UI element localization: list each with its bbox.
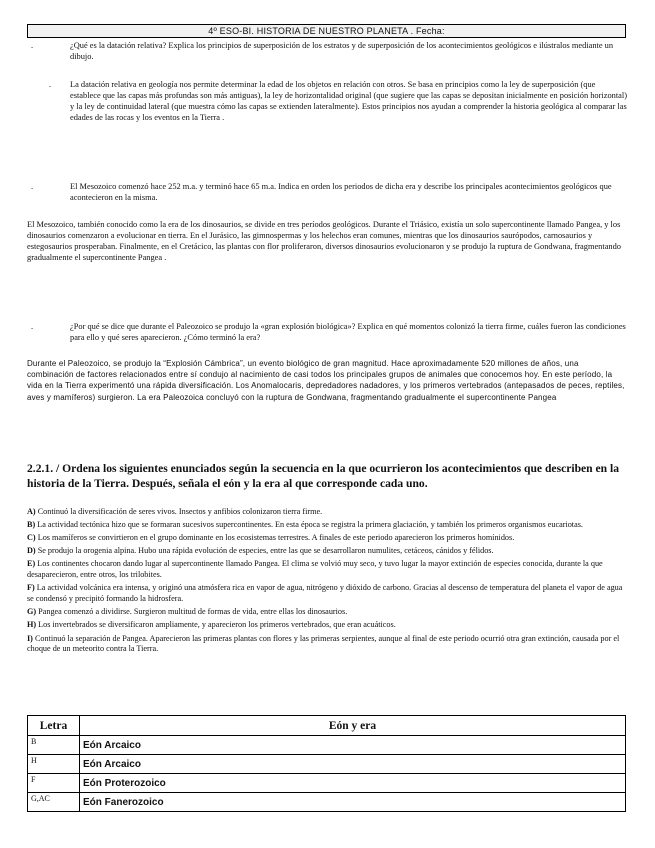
statement-i — [27, 634, 630, 656]
cell-letter[interactable]: H — [28, 755, 80, 774]
statement-letter: F) — [27, 583, 35, 593]
cell-eon[interactable]: Eón Fanerozoico — [80, 793, 626, 812]
statement-a — [27, 507, 630, 518]
statement-text: Los mamíferos se convirtieron en el grupo dominante en los ecosistemas terrestres. A finales de este periodo aparecieron los primeros homínidos. — [37, 533, 515, 543]
question-2-bullet: . — [31, 182, 34, 191]
cell-letter[interactable]: B — [28, 736, 80, 755]
question-3-text: ¿Por qué se dice que durante el Paleozoico se produjo la «gran explosión biológica»? Explica en qué momentos colonizó la tierra firme, cuáles fueron las condiciones para ello y qué seres aparecieron. ¿Cómo terminó la era? — [70, 322, 626, 342]
question-3-bullet: . — [31, 322, 34, 331]
header-letra: Letra — [28, 716, 80, 736]
statement-h — [27, 620, 630, 631]
statement-letter: G) — [27, 607, 37, 617]
statement-letter: B) — [27, 520, 36, 530]
table-row — [28, 755, 626, 774]
statement-text: Se produjo la orogenia alpina. Hubo una rápida evolución de especies, entre las que se desarrollaron numulites, cetáceos, cánidos y félidos. — [37, 546, 494, 556]
answer-1-bullet: . — [49, 80, 52, 89]
answer-3-text: Durante el Paleozoico, se produjo la “Explosión Cámbrica”, un evento biológico de gran magnitud. Hace aproximadamente 520 millones de años, una combinación de factores relacionados entre sí condujo al nacimiento de casi todos los principales grupos de animales que conocemos hoy. En este período, la vida en la Tierra experimentó una rápida diversificación. Los Anomalocaris, depredadores nadadores, y los primeros vertebrados (antepasados de peces, reptiles, aves y mamíferos) surgieron. La era Paleozoica concluyó con la ruptura de Gondwana, fragmentando gradualmente el supercontinente Pangea — [27, 359, 625, 402]
statement-d — [27, 546, 630, 557]
question-1-bullet: . — [31, 41, 34, 50]
statement-list — [27, 507, 630, 658]
cell-letter[interactable]: F — [28, 774, 80, 793]
statement-text: Continuó la separación de Pangea. Aparecieron las primeras plantas con flores y las primeras serpientes, aunque al final de este periodo ocurrió otra gran extinción, causada por el choque de un meteorito contra la Tierra. — [27, 633, 620, 654]
statement-e — [27, 559, 630, 581]
statement-text: La actividad tectónica hizo que se formaran sucesivos supercontinentes. En esta época se registra la primera glaciación, y también los primeros organismos eucariotas. — [37, 520, 583, 530]
statement-b — [27, 520, 630, 531]
page-header: 4º ESO-BI. HISTORIA DE NUESTRO PLANETA . Fecha: — [27, 24, 626, 38]
cell-eon[interactable]: Eón Arcaico — [80, 755, 626, 774]
statement-text: Los invertebrados se diversificaron ampliamente, y aparecieron los primeros vertebrados, que eran acuáticos. — [38, 620, 396, 630]
statement-letter: A) — [27, 507, 36, 516]
answer-2-text: El Mesozoico, también conocido como la era de los dinosaurios, se divide en tres períodos geológicos. Durante el Triásico, existía un solo supercontinente llamado Pangea, y los dinosaurios comenzaron a evolucionar en tierra. En el Jurásico, las gimnospermas y los helechos eran comunes, mientras que los dinosaurios saurópodos, carnosaurios y estegosaurios prosperaban. Finalmente, en el Cretácico, las plantas con flor proliferaron, diversos dinosaurios evolucionaron y se produjo la ruptura de Gondwana, fragmentando gradualmente el supercontinente Pangea . — [27, 220, 621, 262]
statement-letter: C) — [27, 533, 36, 543]
answer-1 — [31, 79, 627, 139]
question-2 — [31, 181, 627, 205]
statement-letter: D) — [27, 546, 36, 556]
cell-letter[interactable]: G,AC — [28, 793, 80, 812]
cell-eon[interactable]: Eón Proterozoico — [80, 774, 626, 793]
table-row — [28, 736, 626, 755]
statement-letter: H) — [27, 620, 37, 630]
answer-table — [27, 715, 626, 812]
header-eon-era: Eón y era — [80, 716, 626, 736]
question-1 — [31, 40, 627, 64]
statement-f — [27, 583, 630, 605]
question-1-text: ¿Qué es la datación relativa? Explica los principios de superposición de los estratos y de superposición de los acontecimientos geológicos e ilústralos mediante un dibujo. — [70, 41, 614, 61]
table-row — [28, 774, 626, 793]
statement-text: La actividad volcánica era intensa, y originó una atmósfera rica en vapor de agua, nitrógeno y dióxido de carbono. Gracias al descenso de temperatura del planeta el vapor de agua se condensó y precipitó formando la hidrosfera. — [27, 583, 623, 604]
statement-g — [27, 607, 630, 618]
statement-text: Pangea comenzó a dividirse. Surgieron multitud de formas de vida, entre ellas los dinosaurios. — [38, 607, 348, 617]
question-3 — [31, 321, 627, 345]
table-row — [28, 793, 626, 812]
statement-text: Los continentes chocaron dando lugar al supercontinente llamado Pangea. El clima se volvió muy seco, y tuvo lugar la mayor extinción de especies conocida, durante la que desaparecieron, entre otros, los trilobites. — [27, 559, 603, 580]
section-heading: 2.2.1. / Ordena los siguientes enunciados según la secuencia en la que ocurrieron los acontecimientos que describen en la historia de la Tierra. Después, señala el eón y la era al que corresponde cada uno. — [27, 462, 620, 490]
table-header-row — [28, 716, 626, 736]
question-2-text: El Mesozoico comenzó hace 252 m.a. y terminó hace 65 m.a. Indica en orden los periodos de dicha era y describe los principales acontecimientos geológicos que acontecieron en la misma. — [70, 182, 612, 202]
answer-1-text: La datación relativa en geología nos permite determinar la edad de los objetos en relación con otros. Se basa en principios como la ley de superposición (que establece que las capas más profundas son más antiguas), la ley de horizontalidad original (que sugiere que las capas se depositan inicialmente en posición horizontal) y la ley de continuidad lateral (que muestra cómo las capas se extienden lateralmente). Estos principios nos ayudan a comprender la historia geológica al comparar las edades de las rocas y los eventos en la Tierra . — [70, 80, 627, 122]
statement-letter: E) — [27, 559, 36, 569]
cell-eon[interactable]: Eón Arcaico — [80, 736, 626, 755]
statement-text: Continuó la diversificación de seres vivos. Insectos y anfibios colonizaron tierra firme. — [37, 507, 323, 516]
statement-c — [27, 533, 630, 544]
statement-letter: I) — [27, 633, 33, 643]
